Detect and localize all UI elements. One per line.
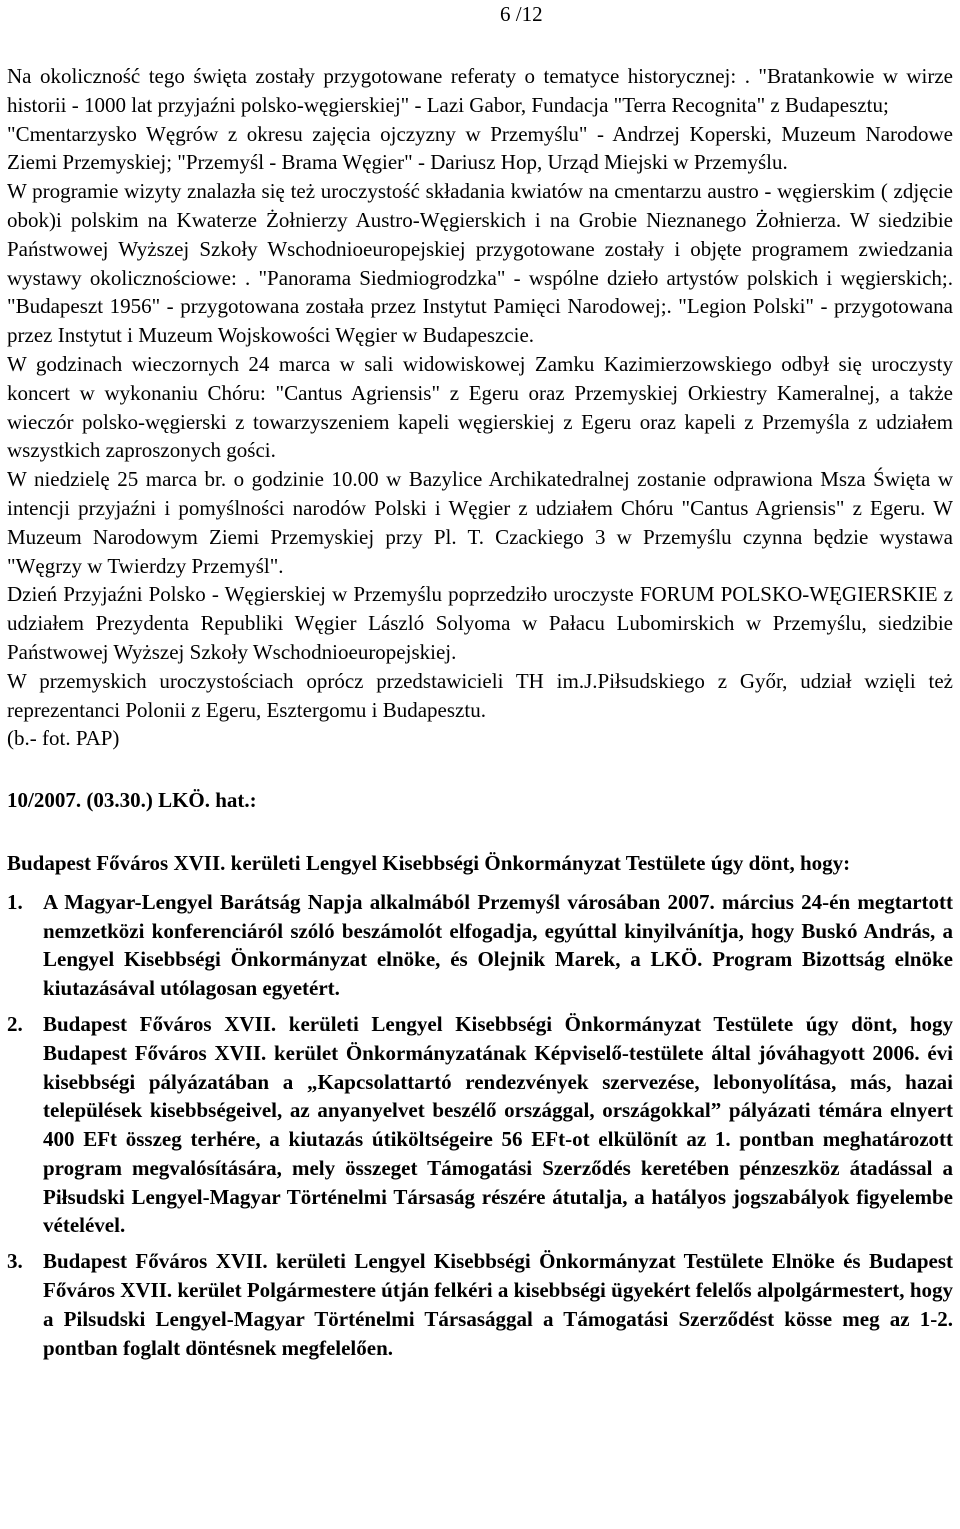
paragraph-referaty: Na okoliczność tego święta zostały przygotowane referaty o tematyce historycznej: . "Bratankowie w wirze historii - 1000 lat przyjaźni polsko-węgierskiej" - Lazi Gabor, Fundacja "Terra Recognita" z Budapesztu;	[7, 64, 953, 117]
resolution-intro: Budapest Főváros XVII. kerületi Lengyel Kisebbségi Önkormányzat Testülete úgy dönt, hogy:	[7, 850, 851, 875]
paragraph-forum: Dzień Przyjaźni Polsko - Węgierskiej w Przemyślu poprzedziło uroczyste FORUM POLSKO-WĘGIERSKIE z udziałem Prezydenta Republiki Węgier László Solyoma w Pałacu Lubomirskich w Przemyślu, siedzibie Państwowej Wyższej Szkoły Wschodnioeuropejskiej.	[7, 582, 953, 664]
paragraph-photo-credit: (b.- fot. PAP)	[7, 726, 120, 751]
resolution-items	[7, 888, 953, 1363]
paragraph-uczestnicy: W przemyskich uroczystościach oprócz przedstawicieli TH im.J.Piłsudskiego z Győr, udział wzięli też reprezentanci Polonii z Egeru, Esztergomu i Budapesztu.	[7, 668, 953, 722]
paragraph-msza: W niedzielę 25 marca br. o godzinie 10.00 w Bazylice Archikatedralnej zostanie odprawiona Msza Święta w intencji przyjaźni i pomyślności narodów Polski i Węgier z udziałem Chóru "Cantus Agriensis" z Egeru. W Muzeum Narodowym Ziemi Przemyskiej przy Pl. T. Czackiego 3 w Przemyślu czynna będzie wystawa "Węgrzy w Twierdzy Przemyśl".	[7, 467, 953, 578]
paragraph-cmentarzysko: "Cmentarzysko Węgrów z okresu zajęcia ojczyzny w Przemyślu" - Andrzej Koperski, Muzeum Narodowe Ziemi Przemyskiej; "Przemyśl - Brama Węgier" - Dariusz Hop, Urząd Miejski w Przemyślu.	[7, 121, 953, 175]
resolution-item	[7, 888, 953, 1003]
item-number: 1.	[7, 889, 23, 914]
item-number: 3.	[7, 1249, 23, 1274]
item-text: Budapest Főváros XVII. kerületi Lengyel Kisebbségi Önkormányzat Testülete úgy dönt, hogy Budapest Főváros XVII. kerület Önkormányzatának Képviselő-testülete által jóváhagyott 2006. évi kisebbségi pályázatában a „Kapcsolattartó rendezvények szervezése, lebonyolítása, más, hazai települések kisebbségeivel, az anyanyelvet beszélő országgal, országokkal” pályázati témára elnyert 400 EFt összeg terhére, a kiutazás útiköltségeire 56 EFt-ot elkülönít az 1. pontban meghatározott program megvalósítására, mely összeget Támogatási Szerződés keretében pénzeszköz átadással a Piłsudski Lengyel-Magyar Történelmi Társaság részére átutalja, a hatályos jogszabályok figyelembe vételével.	[43, 1011, 953, 1238]
page-number: 6 /12	[500, 2, 543, 26]
document-body	[7, 62, 953, 1369]
item-text: A Magyar-Lengyel Barátság Napja alkalmából Przemyśl városában 2007. március 24-én megtartott nemzetközi konferenciáról szóló beszámolót elfogadja, egyúttal kinyilvánítja, hogy Buskó András, a Lengyel Kisebbségi Önkormányzat elnöke, és Olejnik Marek, a LKÖ. Program Bizottság elnöke kiutazásával utólagosan egyetért.	[43, 889, 953, 1001]
paragraph-program-wizyty: W programie wizyty znalazła się też uroczystość składania kwiatów na cmentarzu austro - węgierskim ( zdjęcie obok)i polskim na Kwaterze Żołnierzy Austro-Węgierskich i na Grobie Nieznanego Żołnierza. W siedzibie Państwowej Wyższej Szkoły Wschodnioeuropejskiej przygotowane zostały i objęte programem zwiedzania wystawy okolicznościowe: . "Panorama Siedmiogrodzka" - wspólne dzieło artystów polskich i węgierskich;. "Budapeszt 1956" - przygotowana została przez Instytut Pamięci Narodowej;. "Legion Polski" - przygotowana przez Instytut i Muzeum Wojskowości Węgier w Budapeszcie.	[7, 179, 953, 348]
item-text: Budapest Főváros XVII. kerületi Lengyel Kisebbségi Önkormányzat Testülete Elnöke és Budapest Főváros XVII. kerület Polgármestere útján felkéri a kisebbségi ügyekért felelős alpolgármestert, hogy a Pilsudski Lengyel-Magyar Történelmi Társasággal a Támogatási Szerződést kösse meg az 1-2. pontban foglalt döntésnek megfelelően.	[43, 1249, 953, 1360]
resolution-item	[7, 1247, 953, 1362]
paragraph-koncert: W godzinach wieczornych 24 marca w sali widowiskowej Zamku Kazimierzowskiego odbył się uroczysty koncert w wykonaniu Chóru: "Cantus Agriensis" z Egeru oraz Przemyskiej Orkiestry Kameralnej, a także wieczór polsko-węgierski z towarzyszeniem kapeli węgierskiej z Egeru oraz kapeli z Przemyśla z udziałem wszystkich zaproszonych gości.	[7, 351, 953, 463]
item-number: 2.	[7, 1011, 23, 1036]
resolution-title: 10/2007. (03.30.) LKÖ. hat.:	[7, 788, 257, 813]
resolution-item	[7, 1010, 953, 1240]
